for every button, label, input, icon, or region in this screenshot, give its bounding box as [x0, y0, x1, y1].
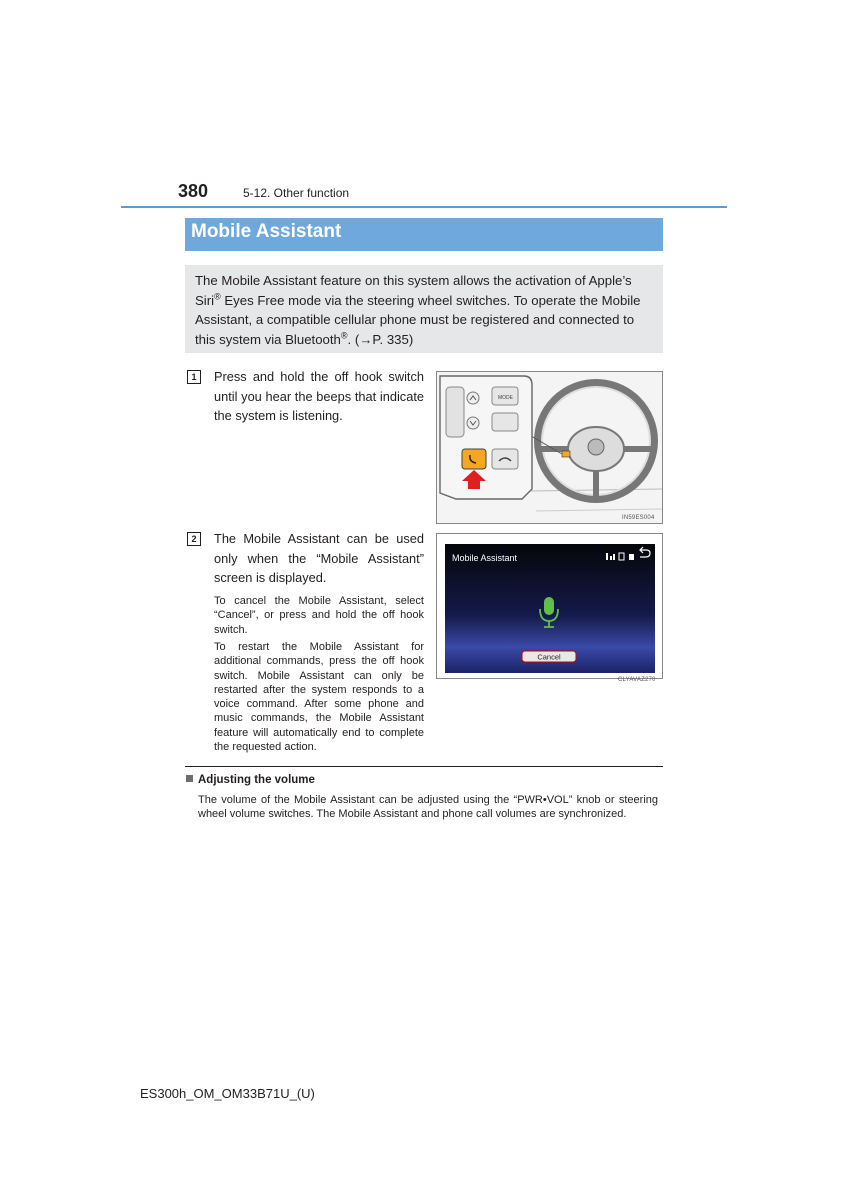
- subsection-heading: [186, 774, 315, 786]
- step-text-2: The Mobile Assistant can be used only when the “Mobile Assistant” screen is displayed.: [214, 531, 424, 585]
- figure-code: CLYAVAZ270: [618, 677, 656, 683]
- intro-text-1: The Mobile Assistant feature on this system allows the activation of Apple’s Siri: [195, 273, 632, 308]
- cancel-button[interactable]: Cancel: [537, 652, 561, 662]
- figure-code: IN59ES004: [622, 515, 655, 521]
- page-title: Mobile Assistant: [185, 218, 663, 251]
- subsection-rule: [185, 766, 663, 767]
- footer-code: ES300h_OM_OM33B71U_(U): [140, 1086, 315, 1101]
- steering-wheel-illustration: [436, 371, 663, 525]
- intro-text-2: Eyes Free mode via the steering wheel switches. To operate the Mobile Assistant, a compatible cellular phone must be registered and connected to this system via Bluetooth: [195, 292, 641, 347]
- screen-title: Mobile Assistant: [452, 553, 518, 563]
- header-rule: [121, 206, 727, 208]
- subsection-body: The volume of the Mobile Assistant can be adjusted using the “PWR•VOL” knob or steering wheel volume switches. The Mobile Assistant and phone call volumes are synchronized.: [198, 794, 658, 821]
- page-number: 380: [178, 181, 209, 201]
- section-label: 5-12. Other function: [243, 186, 350, 200]
- registered-mark: ®: [340, 330, 348, 341]
- registered-mark: ®: [214, 291, 221, 302]
- step-note-2: To restart the Mobile Assistant for additional commands, press the off hook switch. Mobile Assistant can only be restarted after the system responds to a voice command. After some phone and music commands, the Mobile Assistant feature will automatically end to complete the requested action.: [214, 641, 424, 754]
- step-note-1: To cancel the Mobile Assistant, select “Cancel”, or press and hold the off hook switch.: [214, 595, 424, 636]
- steering-wheel-figure: [436, 371, 663, 525]
- subsection-heading-text: Adjusting the volume: [198, 774, 315, 786]
- step-number-2: 2: [187, 532, 201, 546]
- mode-label: MODE: [498, 395, 513, 401]
- mobile-assistant-screen: [436, 533, 663, 679]
- bullet-square-icon: [186, 775, 193, 782]
- step-text-1: Press and hold the off hook switch until you hear the beeps that indicate the system is listening.: [214, 369, 424, 423]
- mobile-assistant-screen-figure: [436, 533, 663, 687]
- intro-text-3: . (→P. 335): [347, 331, 414, 347]
- step-number-1: 1: [187, 370, 201, 384]
- intro-box: [185, 265, 663, 353]
